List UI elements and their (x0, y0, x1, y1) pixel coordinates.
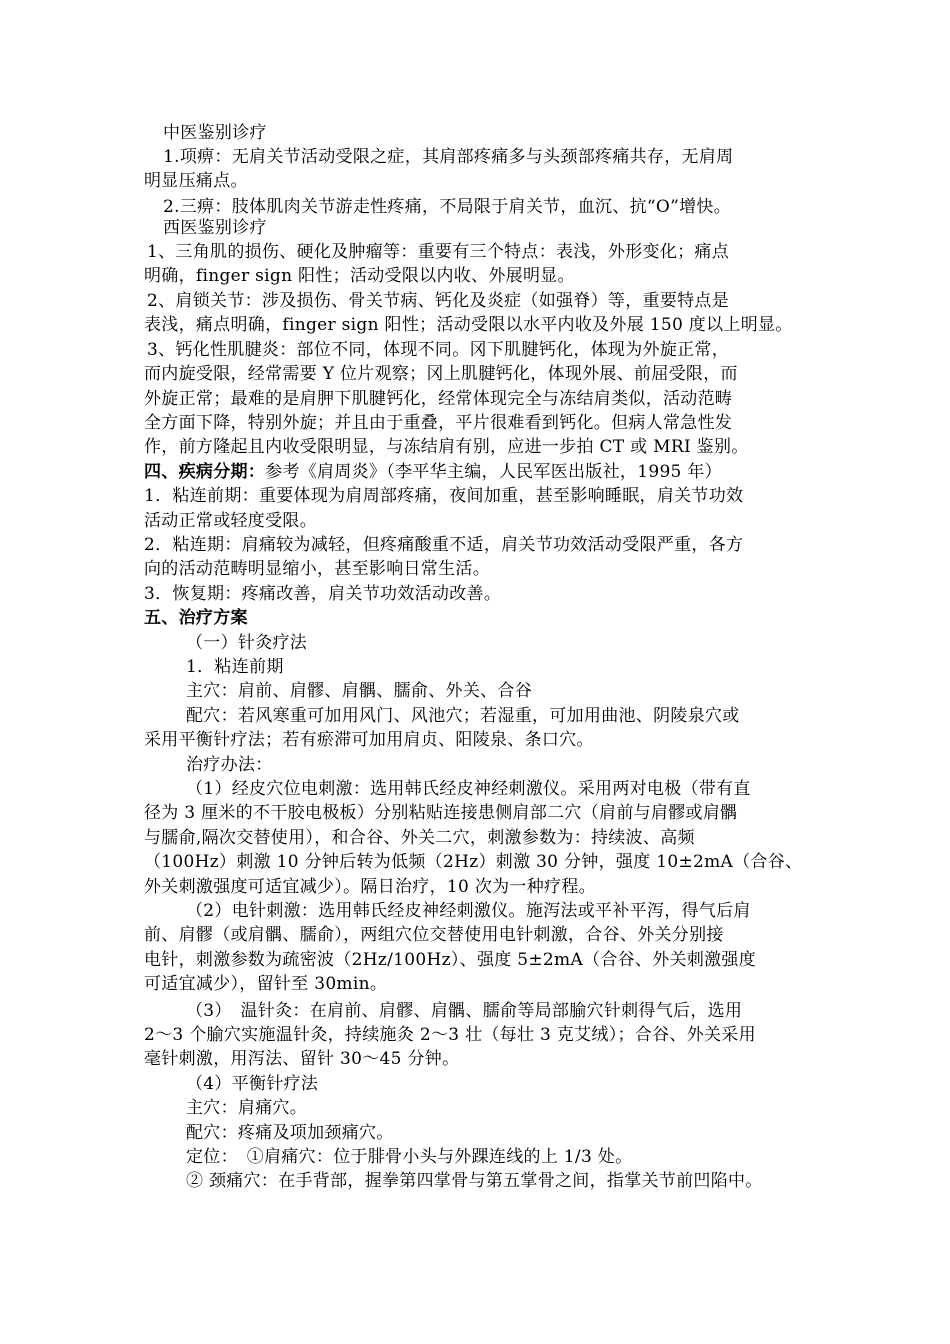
paragraph-line: 主穴：肩痛穴。 (186, 1098, 308, 1118)
paragraph-line: （100Hz）刺激 10 分钟后转为低频（2Hz）刺激 30 分钟，强度 10±2mA（合谷、 (144, 852, 803, 872)
paragraph-line: 治疗办法： (186, 755, 273, 775)
section-four-reference: 参考《肩周炎》（李平华主编，人民军医出版社，1995 年） (265, 462, 722, 482)
paragraph-line: 电针，刺激参数为疏密波（2Hz/100Hz）、强度 5±2mA（合谷、外关刺激强度 (144, 950, 757, 970)
paragraph-line: 2、肩锁关节：涉及损伤、骨关节病、钙化及炎症（如强脊）等，重要特点是 (147, 291, 730, 311)
paragraph-line: 定位： ①肩痛穴：位于腓骨小头与外踝连线的上 1/3 处。 (186, 1147, 633, 1167)
paragraph-line: 作，前方隆起且内收受限明显，与冻结肩有别，应进一步拍 CT 或 MRI 鉴别。 (144, 437, 749, 457)
paragraph-line: 采用平衡针疗法；若有瘀滞可加用肩贞、阳陵泉、条口穴。 (144, 730, 594, 750)
heading-western-differential: 西医鉴别诊疗 (163, 218, 267, 238)
paragraph-line: 外关刺激强度可适宜减少）。隔日治疗，10 次为一种疗程。 (144, 877, 596, 897)
paragraph-line: 2～3 个腧穴实施温针灸，持续施灸 2～3 壮（每壮 3 克艾绒）；合谷、外关采用 (144, 1025, 756, 1045)
paragraph-line: （3） 温针灸：在肩前、肩髎、肩髃、臑俞等局部腧穴针刺得气后，选用 (186, 1001, 743, 1021)
paragraph-line: 配穴：疼痛及项加颈痛穴。 (186, 1123, 394, 1143)
paragraph-line: 明显压痛点。 (144, 171, 248, 191)
paragraph-line: 3、钙化性肌腱炎：部位不同，体现不同。冈下肌腱钙化，体现为外旋正常， (147, 340, 730, 360)
subheading-acupuncture: （一）针灸疗法 (186, 633, 308, 653)
paragraph-line: 1.项痹：无肩关节活动受限之症，其肩部疼痛多与头颈部疼痛共存，无肩周 (163, 147, 734, 167)
paragraph-line: 2．粘连期：肩痛较为减轻，但疼痛酸重不适，肩关节功效活动受限严重，各方 (144, 535, 744, 555)
paragraph-line: 向的活动范畴明显缩小，甚至影响日常生活。 (144, 559, 490, 579)
paragraph-line: （1）经皮穴位电刺激：选用韩氏经皮神经刺激仪。采用两对电极（带有直 (186, 779, 751, 799)
paragraph-line: 2.三痹：肢体肌肉关节游走性疼痛，不局限于肩关节，血沉、抗“O”增快。 (163, 197, 732, 217)
paragraph-line: 外旋正常；最难的是肩胛下肌腱钙化，经常体现完全与冻结肩类似，活动范畴 (144, 389, 733, 409)
paragraph-line: 可适宜减少），留针至 30min。 (144, 974, 388, 994)
paragraph-line: 活动正常或轻度受限。 (144, 511, 317, 531)
paragraph-line: 1、三角肌的损伤、硬化及肿瘤等：重要有三个特点：表浅，外形变化；痛点 (147, 242, 730, 262)
paragraph-line: 与臑俞,隔次交替使用），和合谷、外关二穴，刺激参数为：持续波、高频 (144, 828, 695, 848)
paragraph-line: 1．粘连前期：重要体现为肩周部疼痛，夜间加重，甚至影响睡眠，肩关节功效 (144, 486, 744, 506)
paragraph-line: 配穴：若风寒重可加用风门、风池穴；若湿重，可加用曲池、阴陵泉穴或 (186, 706, 740, 726)
paragraph-line: ② 颈痛穴：在手背部，握拳第四掌骨与第五掌骨之间，指掌关节前凹陷中。 (186, 1171, 763, 1191)
paragraph-line: （2）电针刺激：选用韩氏经皮神经刺激仪。施泻法或平补平泻，得气后肩 (186, 901, 751, 921)
paragraph-line: 表浅，痛点明确，finger sign 阳性；活动受限以水平内收及外展 150 度以上明显。 (144, 315, 793, 335)
paragraph-line: 明确，finger sign 阳性；活动受限以内收、外展明显。 (144, 266, 575, 286)
section-five-heading: 五、治疗方案 (144, 608, 248, 628)
paragraph-line: 径为 3 厘米的不干胶电极板）分别粘贴连接患侧肩部二穴（肩前与肩髎或肩髃 (144, 803, 738, 823)
paragraph-line: 主穴：肩前、肩髎、肩髃、臑俞、外关、合谷 (186, 681, 532, 701)
paragraph-line: 全方面下降，特别外旋；并且由于重叠，平片很难看到钙化。但病人常急性发 (144, 413, 733, 433)
paragraph-line: 前、肩髎（或肩髃、臑俞），两组穴位交替使用电针刺激，合谷、外关分别接 (144, 925, 724, 945)
subheading-balance-acupuncture: （4）平衡针疗法 (186, 1074, 319, 1094)
paragraph-line: 毫针刺激，用泻法、留针 30～45 分钟。 (144, 1049, 460, 1069)
paragraph-line: 3．恢复期：疼痛改善，肩关节功效活动改善。 (144, 584, 502, 604)
heading-tcm-differential: 中医鉴别诊疗 (163, 123, 267, 143)
paragraph-line: 1．粘连前期 (186, 657, 284, 677)
section-four-title: 四、疾病分期： (144, 462, 266, 482)
section-four-heading (144, 461, 722, 483)
paragraph-line: 而内旋受限，经常需要 Y 位片观察；冈上肌腱钙化，体现外展、前屈受限，而 (144, 364, 738, 384)
